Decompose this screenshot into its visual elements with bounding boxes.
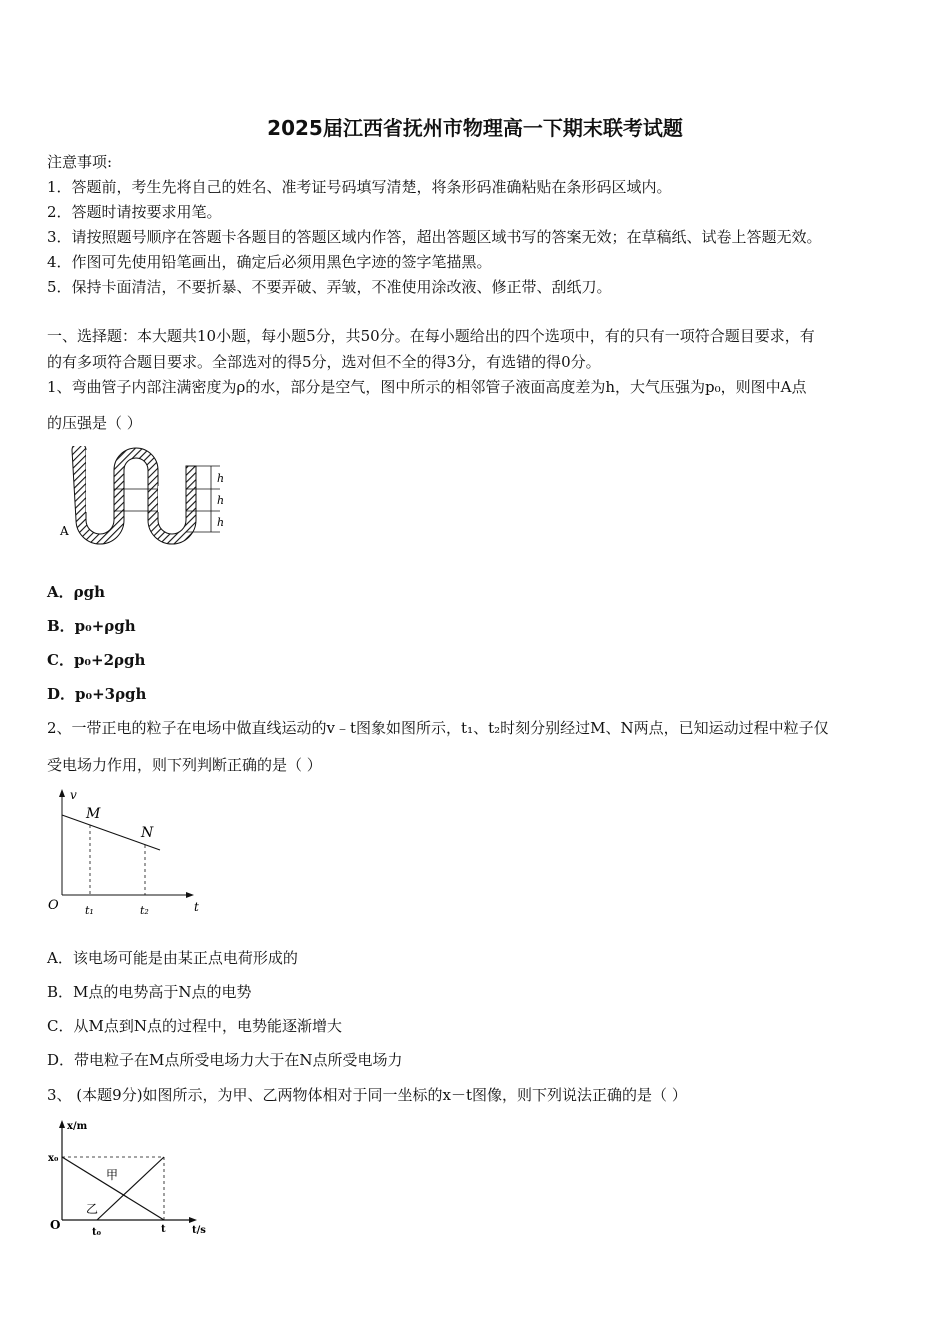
section-instructions-line1: 一、选择题：本大题共10小题，每小题5分，共50分。在每小题给出的四个选项中，有的只有一项符合题目要求，有 [47, 327, 815, 345]
q2-point-n-label: N [141, 825, 154, 841]
q3-x-axis-label: x/m [67, 1121, 88, 1132]
q3-t0-label: t₀ [92, 1227, 101, 1238]
q3-stem-line1: 3、 (本题9分)如图所示，为甲、乙两物体相对于同一坐标的x－t图像，则下列说法正确的是（ ） [47, 1086, 687, 1104]
q2-stem-line1: 2、一带正电的粒子在电场中做直线运动的v﹣t图象如图所示，t₁、t₂时刻分别经过M、N两点，已知运动过程中粒子仅 [47, 719, 829, 737]
q1-option-d[interactable]: D．p₀+3ρgh [47, 685, 147, 703]
q1-option-a[interactable]: A．ρgh [47, 583, 106, 601]
q1-stem-line2: 的压强是（ ） [47, 414, 142, 432]
q2-v-axis-label: v [70, 788, 77, 802]
q3-xt-graph [42, 1115, 217, 1245]
page-title: 2025届江西省抚州市物理高一下期末联考试题 [267, 116, 683, 140]
q1-tube-figure [52, 446, 242, 571]
notice-heading: 注意事项: [47, 153, 113, 171]
q2-t2-label: t₂ [140, 904, 149, 917]
q2-vt-graph [40, 783, 220, 925]
q1-height-label: h [217, 472, 225, 485]
notice-item: 1．答题前，考生先将自己的姓名、准考证号码填写清楚，将条形码准确粘贴在条形码区域内。 [47, 178, 672, 196]
q2-option-a[interactable]: A．该电场可能是由某正点电荷形成的 [47, 949, 298, 967]
q3-origin-label: O [50, 1218, 61, 1232]
q2-origin-label: O [48, 898, 59, 913]
q2-t-axis-label: t [194, 900, 199, 914]
q3-line-b-label: 乙 [86, 1202, 99, 1216]
section-instructions-line2: 的有多项符合题目要求。全部选对的得5分，选对但不全的得3分，有选错的得0分。 [47, 353, 601, 371]
q1-point-a-label: A [60, 524, 69, 538]
q2-point-m-label: M [86, 806, 101, 822]
q3-line-a-label: 甲 [106, 1168, 119, 1182]
q2-stem-line2: 受电场力作用，则下列判断正确的是（ ） [47, 756, 322, 774]
q3-t-axis-label: t/s [192, 1225, 206, 1236]
q3-x0-label: x₀ [48, 1153, 59, 1164]
q1-stem-line1: 1、弯曲管子内部注满密度为ρ的水，部分是空气，图中所示的相邻管子液面高度差为h，大气压强为p₀，则图中A点 [47, 378, 807, 396]
notice-item: 2．答题时请按要求用笔。 [47, 203, 222, 221]
q2-option-d[interactable]: D．带电粒子在M点所受电场力大于在N点所受电场力 [47, 1051, 403, 1069]
notice-item: 5．保持卡面清洁，不要折暴、不要弄破、弄皱，不准使用涂改液、修正带、刮纸刀。 [47, 278, 612, 296]
q1-option-b[interactable]: B．p₀+ρgh [47, 617, 136, 635]
notice-item: 4．作图可先使用铅笔画出，确定后必须用黑色字迹的签字笔描黑。 [47, 253, 492, 271]
notice-item: 3．请按照题号顺序在答题卡各题目的答题区域内作答，超出答题区域书写的答案无效；在草稿纸、试卷上答题无效。 [47, 228, 822, 246]
q1-height-label: h [217, 516, 225, 529]
q1-height-label: h [217, 494, 225, 507]
q2-option-c[interactable]: C．从M点到N点的过程中，电势能逐渐增大 [47, 1017, 342, 1035]
q2-t1-label: t₁ [85, 904, 94, 917]
q2-option-b[interactable]: B．M点的电势高于N点的电势 [47, 983, 252, 1001]
q1-option-c[interactable]: C．p₀+2ρgh [47, 651, 146, 669]
q3-t-label: t [161, 1224, 166, 1235]
